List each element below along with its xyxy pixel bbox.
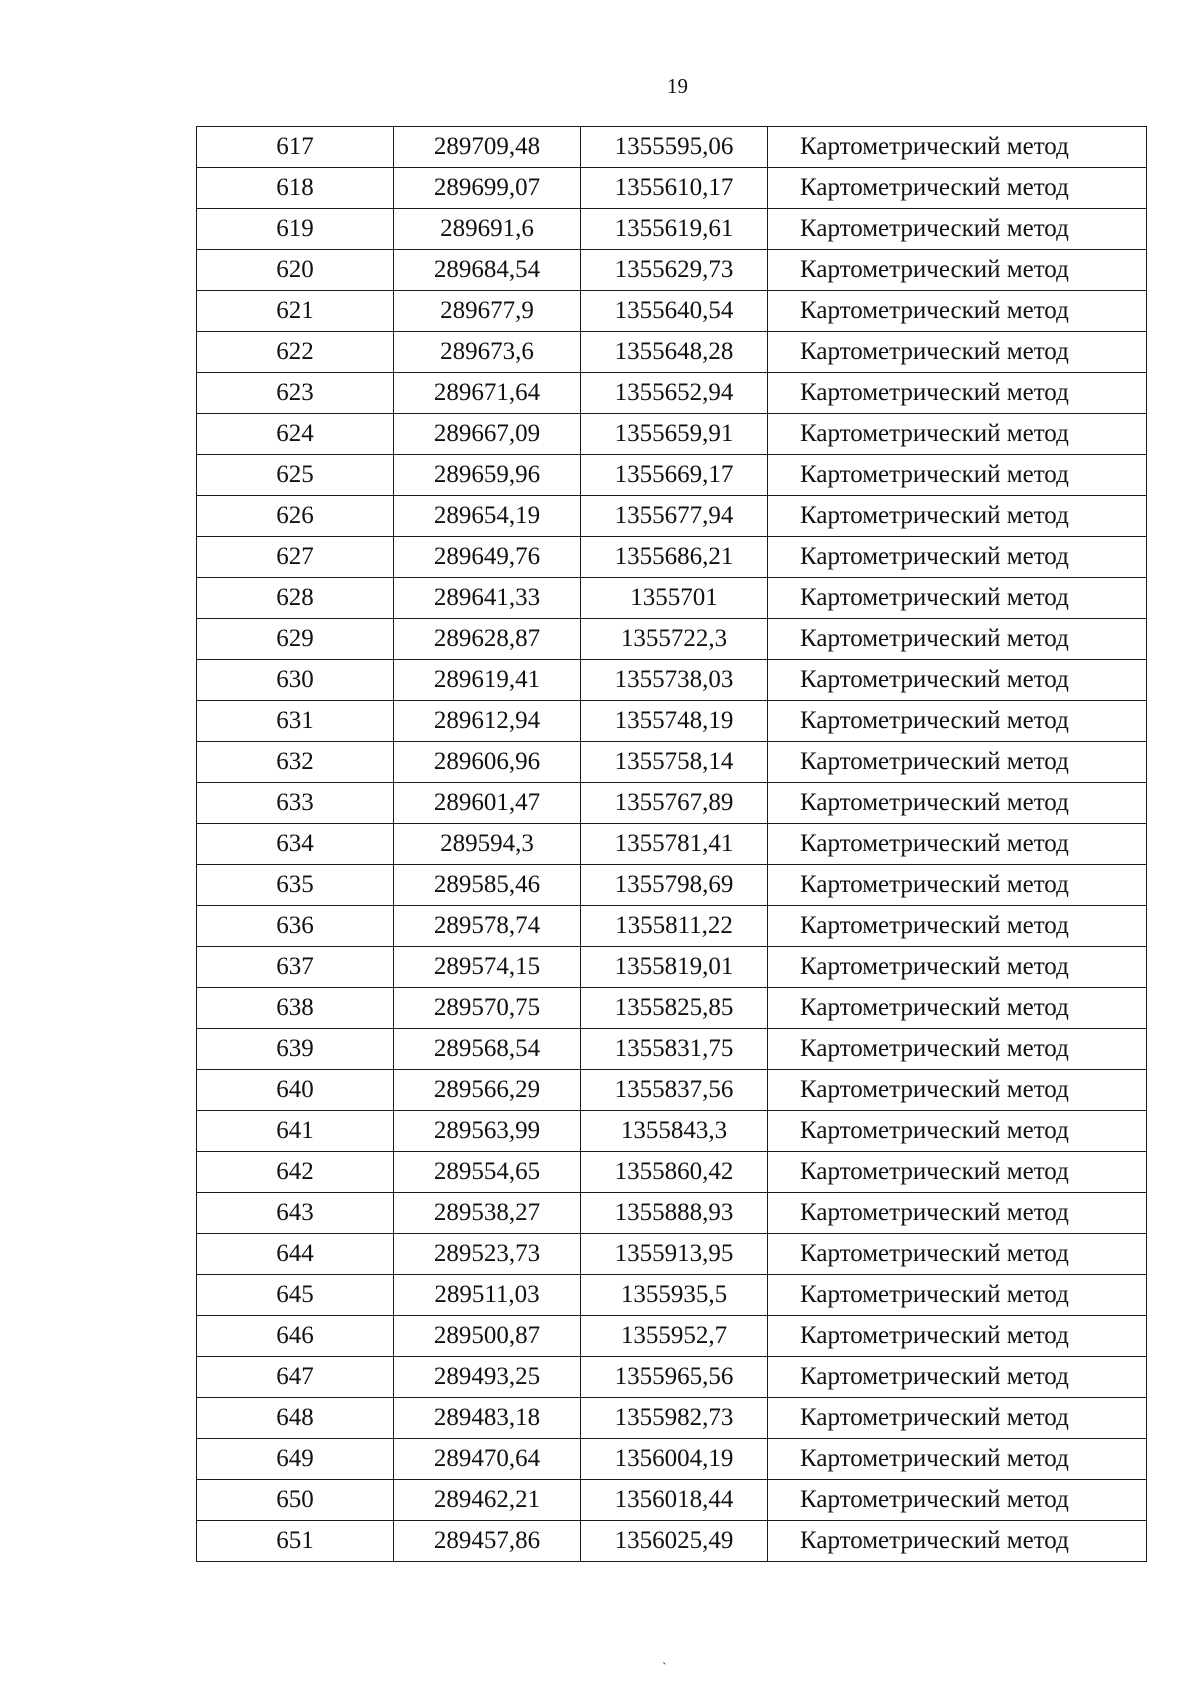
y-coordinate-cell: 1356018,44 (581, 1480, 768, 1521)
footer-mark: ` (662, 1661, 667, 1676)
table-row (197, 332, 1147, 373)
point-number-cell: 630 (197, 660, 394, 701)
y-coordinate-cell: 1355722,3 (581, 619, 768, 660)
table-row (197, 906, 1147, 947)
coordinates-table (196, 126, 1147, 1562)
point-number-cell: 651 (197, 1521, 394, 1562)
x-coordinate-cell: 289677,9 (394, 291, 581, 332)
y-coordinate-cell: 1355952,7 (581, 1316, 768, 1357)
point-number-cell: 621 (197, 291, 394, 332)
point-number-cell: 638 (197, 988, 394, 1029)
point-number-cell: 636 (197, 906, 394, 947)
y-coordinate-cell: 1355825,85 (581, 988, 768, 1029)
method-cell: Картометрический метод (768, 250, 1147, 291)
method-cell: Картометрический метод (768, 1029, 1147, 1070)
table-row (197, 537, 1147, 578)
table-row (197, 209, 1147, 250)
method-cell: Картометрический метод (768, 1152, 1147, 1193)
y-coordinate-cell: 1355781,41 (581, 824, 768, 865)
method-cell: Картометрический метод (768, 906, 1147, 947)
x-coordinate-cell: 289493,25 (394, 1357, 581, 1398)
table-row (197, 1398, 1147, 1439)
method-cell: Картометрический метод (768, 1521, 1147, 1562)
x-coordinate-cell: 289699,07 (394, 168, 581, 209)
y-coordinate-cell: 1355748,19 (581, 701, 768, 742)
x-coordinate-cell: 289671,64 (394, 373, 581, 414)
x-coordinate-cell: 289641,33 (394, 578, 581, 619)
y-coordinate-cell: 1355677,94 (581, 496, 768, 537)
y-coordinate-cell: 1355610,17 (581, 168, 768, 209)
table-row (197, 1439, 1147, 1480)
method-cell: Картометрический метод (768, 1070, 1147, 1111)
method-cell: Картометрический метод (768, 619, 1147, 660)
y-coordinate-cell: 1355758,14 (581, 742, 768, 783)
x-coordinate-cell: 289574,15 (394, 947, 581, 988)
x-coordinate-cell: 289511,03 (394, 1275, 581, 1316)
x-coordinate-cell: 289601,47 (394, 783, 581, 824)
y-coordinate-cell: 1355648,28 (581, 332, 768, 373)
method-cell: Картометрический метод (768, 783, 1147, 824)
table-row (197, 1275, 1147, 1316)
y-coordinate-cell: 1355669,17 (581, 455, 768, 496)
y-coordinate-cell: 1355860,42 (581, 1152, 768, 1193)
x-coordinate-cell: 289691,6 (394, 209, 581, 250)
method-cell: Картометрический метод (768, 127, 1147, 168)
table-row (197, 947, 1147, 988)
table-row (197, 619, 1147, 660)
x-coordinate-cell: 289568,54 (394, 1029, 581, 1070)
point-number-cell: 632 (197, 742, 394, 783)
y-coordinate-cell: 1355767,89 (581, 783, 768, 824)
method-cell: Картометрический метод (768, 373, 1147, 414)
method-cell: Картометрический метод (768, 332, 1147, 373)
x-coordinate-cell: 289606,96 (394, 742, 581, 783)
point-number-cell: 633 (197, 783, 394, 824)
table-row (197, 373, 1147, 414)
point-number-cell: 646 (197, 1316, 394, 1357)
point-number-cell: 649 (197, 1439, 394, 1480)
y-coordinate-cell: 1355595,06 (581, 127, 768, 168)
point-number-cell: 627 (197, 537, 394, 578)
x-coordinate-cell: 289500,87 (394, 1316, 581, 1357)
x-coordinate-cell: 289538,27 (394, 1193, 581, 1234)
method-cell: Картометрический метод (768, 1480, 1147, 1521)
y-coordinate-cell: 1355888,93 (581, 1193, 768, 1234)
table-row (197, 1234, 1147, 1275)
x-coordinate-cell: 289659,96 (394, 455, 581, 496)
y-coordinate-cell: 1355935,5 (581, 1275, 768, 1316)
table-row (197, 1316, 1147, 1357)
x-coordinate-cell: 289684,54 (394, 250, 581, 291)
point-number-cell: 645 (197, 1275, 394, 1316)
x-coordinate-cell: 289667,09 (394, 414, 581, 455)
table-row (197, 1111, 1147, 1152)
y-coordinate-cell: 1355811,22 (581, 906, 768, 947)
x-coordinate-cell: 289483,18 (394, 1398, 581, 1439)
y-coordinate-cell: 1355659,91 (581, 414, 768, 455)
table-row (197, 660, 1147, 701)
point-number-cell: 648 (197, 1398, 394, 1439)
method-cell: Картометрический метод (768, 1398, 1147, 1439)
x-coordinate-cell: 289570,75 (394, 988, 581, 1029)
y-coordinate-cell: 1355640,54 (581, 291, 768, 332)
method-cell: Картометрический метод (768, 537, 1147, 578)
x-coordinate-cell: 289563,99 (394, 1111, 581, 1152)
y-coordinate-cell: 1355831,75 (581, 1029, 768, 1070)
table-row (197, 865, 1147, 906)
table-row (197, 783, 1147, 824)
point-number-cell: 622 (197, 332, 394, 373)
point-number-cell: 641 (197, 1111, 394, 1152)
point-number-cell: 650 (197, 1480, 394, 1521)
y-coordinate-cell: 1355798,69 (581, 865, 768, 906)
method-cell: Картометрический метод (768, 1357, 1147, 1398)
x-coordinate-cell: 289566,29 (394, 1070, 581, 1111)
y-coordinate-cell: 1355837,56 (581, 1070, 768, 1111)
method-cell: Картометрический метод (768, 291, 1147, 332)
table-row (197, 168, 1147, 209)
table-row (197, 742, 1147, 783)
x-coordinate-cell: 289457,86 (394, 1521, 581, 1562)
point-number-cell: 640 (197, 1070, 394, 1111)
point-number-cell: 625 (197, 455, 394, 496)
y-coordinate-cell: 1355738,03 (581, 660, 768, 701)
x-coordinate-cell: 289578,74 (394, 906, 581, 947)
y-coordinate-cell: 1355819,01 (581, 947, 768, 988)
method-cell: Картометрический метод (768, 496, 1147, 537)
point-number-cell: 647 (197, 1357, 394, 1398)
table-row (197, 127, 1147, 168)
x-coordinate-cell: 289523,73 (394, 1234, 581, 1275)
table-row (197, 1521, 1147, 1562)
point-number-cell: 637 (197, 947, 394, 988)
method-cell: Картометрический метод (768, 701, 1147, 742)
point-number-cell: 635 (197, 865, 394, 906)
x-coordinate-cell: 289585,46 (394, 865, 581, 906)
method-cell: Картометрический метод (768, 1193, 1147, 1234)
table-row (197, 250, 1147, 291)
y-coordinate-cell: 1355629,73 (581, 250, 768, 291)
x-coordinate-cell: 289628,87 (394, 619, 581, 660)
table-row (197, 1480, 1147, 1521)
x-coordinate-cell: 289462,21 (394, 1480, 581, 1521)
y-coordinate-cell: 1355965,56 (581, 1357, 768, 1398)
method-cell: Картометрический метод (768, 1439, 1147, 1480)
table-row (197, 824, 1147, 865)
point-number-cell: 639 (197, 1029, 394, 1070)
method-cell: Картометрический метод (768, 865, 1147, 906)
table-row (197, 1029, 1147, 1070)
point-number-cell: 620 (197, 250, 394, 291)
table-row (197, 701, 1147, 742)
method-cell: Картометрический метод (768, 1234, 1147, 1275)
table-row (197, 455, 1147, 496)
table-row (197, 1152, 1147, 1193)
table-row (197, 988, 1147, 1029)
y-coordinate-cell: 1355686,21 (581, 537, 768, 578)
method-cell: Картометрический метод (768, 455, 1147, 496)
x-coordinate-cell: 289709,48 (394, 127, 581, 168)
point-number-cell: 643 (197, 1193, 394, 1234)
method-cell: Картометрический метод (768, 1316, 1147, 1357)
point-number-cell: 617 (197, 127, 394, 168)
point-number-cell: 624 (197, 414, 394, 455)
y-coordinate-cell: 1355982,73 (581, 1398, 768, 1439)
x-coordinate-cell: 289470,64 (394, 1439, 581, 1480)
coordinates-table-body (197, 127, 1147, 1562)
method-cell: Картометрический метод (768, 168, 1147, 209)
y-coordinate-cell: 1356004,19 (581, 1439, 768, 1480)
point-number-cell: 619 (197, 209, 394, 250)
x-coordinate-cell: 289554,65 (394, 1152, 581, 1193)
point-number-cell: 642 (197, 1152, 394, 1193)
x-coordinate-cell: 289649,76 (394, 537, 581, 578)
point-number-cell: 626 (197, 496, 394, 537)
x-coordinate-cell: 289619,41 (394, 660, 581, 701)
table-row (197, 291, 1147, 332)
x-coordinate-cell: 289654,19 (394, 496, 581, 537)
y-coordinate-cell: 1355619,61 (581, 209, 768, 250)
x-coordinate-cell: 289594,3 (394, 824, 581, 865)
table-row (197, 1070, 1147, 1111)
method-cell: Картометрический метод (768, 1275, 1147, 1316)
table-row (197, 1357, 1147, 1398)
point-number-cell: 628 (197, 578, 394, 619)
method-cell: Картометрический метод (768, 578, 1147, 619)
table-row (197, 496, 1147, 537)
x-coordinate-cell: 289612,94 (394, 701, 581, 742)
method-cell: Картометрический метод (768, 947, 1147, 988)
table-row (197, 578, 1147, 619)
method-cell: Картометрический метод (768, 988, 1147, 1029)
point-number-cell: 618 (197, 168, 394, 209)
point-number-cell: 631 (197, 701, 394, 742)
table-row (197, 414, 1147, 455)
point-number-cell: 634 (197, 824, 394, 865)
point-number-cell: 623 (197, 373, 394, 414)
point-number-cell: 644 (197, 1234, 394, 1275)
method-cell: Картометрический метод (768, 742, 1147, 783)
y-coordinate-cell: 1355913,95 (581, 1234, 768, 1275)
point-number-cell: 629 (197, 619, 394, 660)
y-coordinate-cell: 1355843,3 (581, 1111, 768, 1152)
y-coordinate-cell: 1356025,49 (581, 1521, 768, 1562)
method-cell: Картометрический метод (768, 414, 1147, 455)
method-cell: Картометрический метод (768, 660, 1147, 701)
method-cell: Картометрический метод (768, 1111, 1147, 1152)
method-cell: Картометрический метод (768, 824, 1147, 865)
y-coordinate-cell: 1355652,94 (581, 373, 768, 414)
x-coordinate-cell: 289673,6 (394, 332, 581, 373)
page-number: 19 (667, 74, 688, 98)
method-cell: Картометрический метод (768, 209, 1147, 250)
y-coordinate-cell: 1355701 (581, 578, 768, 619)
table-row (197, 1193, 1147, 1234)
